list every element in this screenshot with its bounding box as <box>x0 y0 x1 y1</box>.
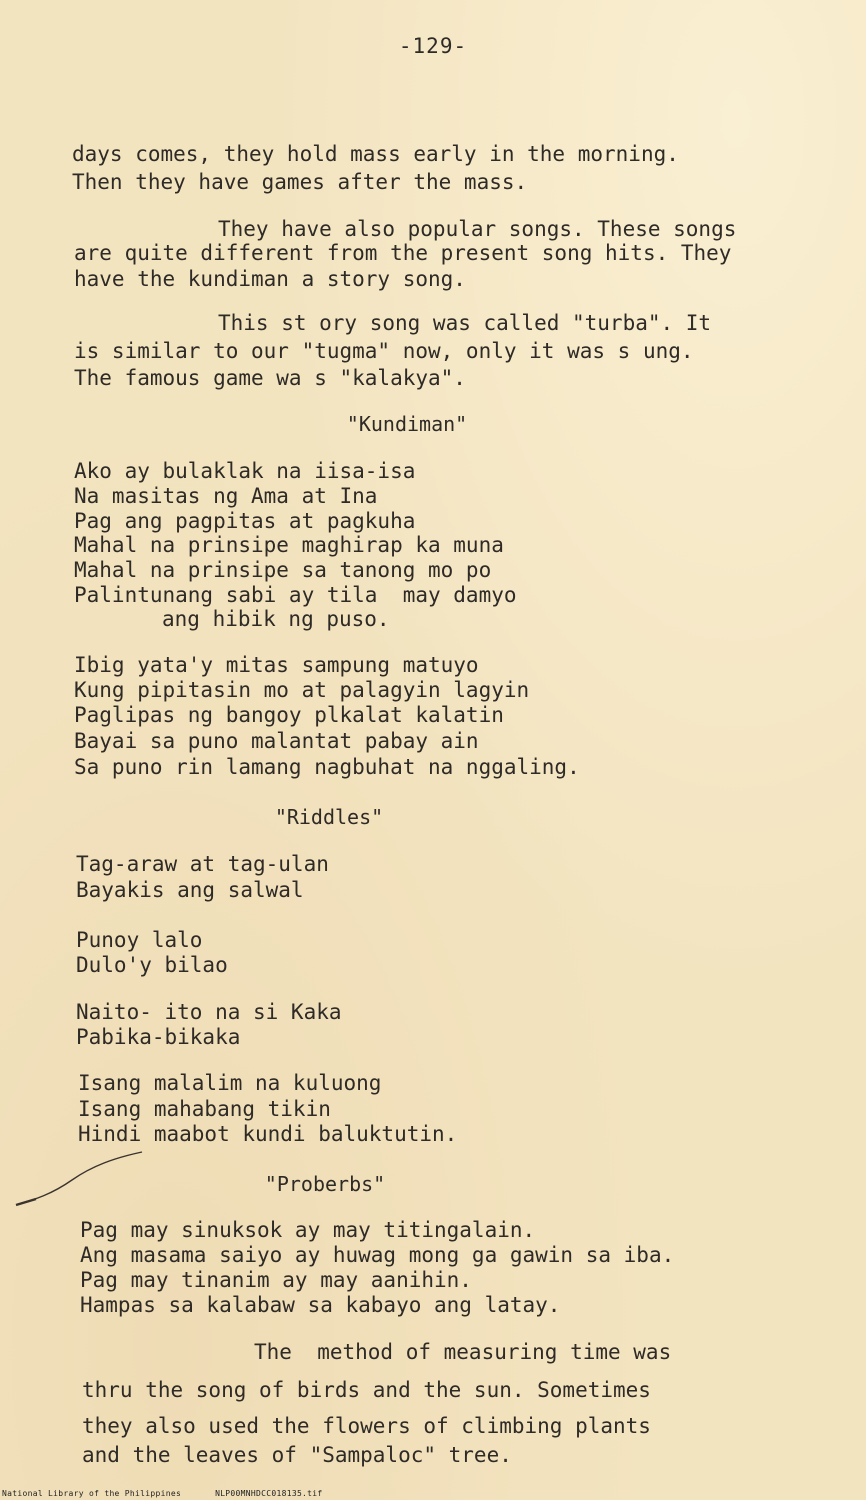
verse-line: Palintunang sabi ay tila may damyo <box>74 583 517 607</box>
text-line: Then they have games after the mass. <box>72 170 528 194</box>
page-number: -129- <box>398 34 468 58</box>
footer-library: National Library of the Philippines <box>2 1489 182 1498</box>
text-line: They have also popular songs. These songs <box>218 217 737 241</box>
riddle-line: Punoy lalo <box>76 928 203 952</box>
riddle-line: Hindi maabot kundi baluktutin. <box>78 1122 458 1146</box>
verse-line: Bayai sa puno malantat pabay ain <box>74 729 479 753</box>
riddle-line: Tag-araw at tag-ulan <box>76 852 329 876</box>
riddle-line: Bayakis ang salwal <box>76 878 304 902</box>
text-line: days comes, they hold mass early in the morning. <box>72 142 679 166</box>
riddle-line: Isang mahabang tikin <box>78 1097 331 1121</box>
riddle-line: Dulo'y bilao <box>76 953 228 977</box>
verse-line: Ako ay bulaklak na iisa-isa <box>74 459 416 483</box>
text-line: This st ory song was called "turba". It <box>218 311 712 335</box>
verse-line: Mahal na prinsipe maghirap ka muna <box>74 533 504 557</box>
verse-line: Pag ang pagpitas at pagkuha <box>74 509 416 533</box>
verse-line: Paglipas ng bangoy plkalat kalatin <box>74 703 504 727</box>
proverb-line: Ang masama saiyo ay huwag mong ga gawin sa iba. <box>80 1243 675 1267</box>
proverb-line: Pag may sinuksok ay may titingalain. <box>80 1218 536 1242</box>
verse-line: Mahal na prinsipe sa tanong mo po <box>74 558 492 582</box>
riddle-line: Naito- ito na si Kaka <box>76 1000 342 1024</box>
verse-line: Ibig yata'y mitas sampung matuyo <box>74 653 479 677</box>
kundiman-heading: "Kundiman" <box>346 412 468 436</box>
text-line: have the kundiman a story song. <box>74 267 466 291</box>
proverbs-heading: "Proberbs" <box>264 1172 386 1196</box>
text-line: is similar to our "tugma" now, only it was s ung. <box>74 339 694 363</box>
text-line: The famous game wa s "kalakya". <box>74 366 466 390</box>
text-line: are quite different from the present song hits. They <box>74 241 732 265</box>
text-line: they also used the flowers of climbing plants <box>82 1414 651 1438</box>
proverb-line: Hampas sa kalabaw sa kabayo ang latay. <box>80 1293 561 1317</box>
verse-line: Kung pipitasin mo at palagyin lagyin <box>74 678 530 702</box>
text-line: and the leaves of "Sampaloc" tree. <box>82 1443 512 1467</box>
verse-line: ang hibik ng puso. <box>162 607 390 631</box>
riddle-line: Isang malalim na kuluong <box>78 1071 382 1095</box>
verse-line: Sa puno rin lamang nagbuhat na nggaling. <box>74 755 580 779</box>
scan-footer <box>2 1489 357 1498</box>
verse-line: Na masitas ng Ama at Ina <box>74 484 378 508</box>
proverb-line: Pag may tinanim ay may aanihin. <box>80 1268 472 1292</box>
riddles-heading: "Riddles" <box>274 805 384 829</box>
footer-filename: NLP00MNHDCC018135.tif <box>215 1489 323 1498</box>
text-line: The method of measuring time was <box>254 1340 672 1364</box>
text-line: thru the song of birds and the sun. Sometimes <box>82 1378 651 1402</box>
riddle-line: Pabika-bikaka <box>76 1025 241 1049</box>
